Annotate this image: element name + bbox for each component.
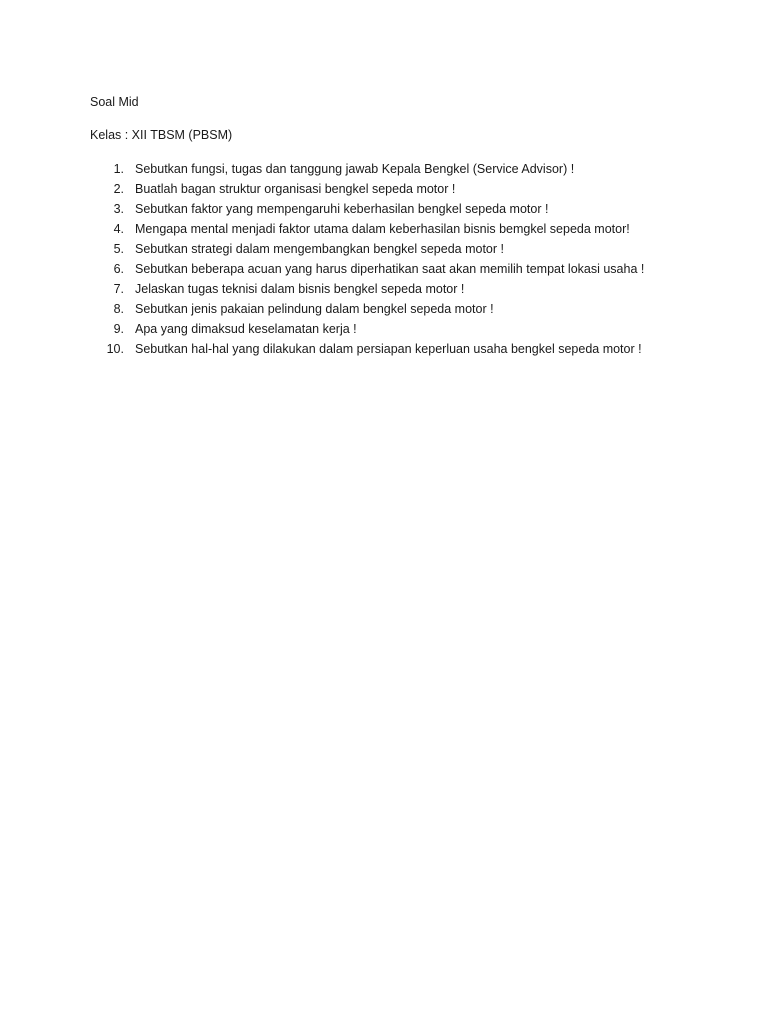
question-item <box>90 219 690 239</box>
question-text: Buatlah bagan struktur organisasi bengkel sepeda motor ! <box>135 182 456 196</box>
question-text: Sebutkan fungsi, tugas dan tanggung jawab Kepala Bengkel (Service Advisor) ! <box>135 162 575 176</box>
question-number: 9. <box>113 322 124 336</box>
document-body <box>90 93 690 359</box>
question-text: Sebutkan jenis pakaian pelindung dalam bengkel sepeda motor ! <box>135 302 494 316</box>
question-item <box>90 179 690 199</box>
question-text: Sebutkan beberapa acuan yang harus diperhatikan saat akan memilih tempat lokasi usaha ! <box>135 262 645 276</box>
question-text: Mengapa mental menjadi faktor utama dalam keberhasilan bisnis bemgkel sepeda motor! <box>135 222 630 236</box>
question-item <box>90 279 690 299</box>
question-item <box>90 259 690 279</box>
class-line: Kelas : XII TBSM (PBSM) <box>90 128 233 142</box>
question-item <box>90 319 690 339</box>
question-number: 1. <box>113 162 124 176</box>
question-text: Sebutkan strategi dalam mengembangkan bengkel sepeda motor ! <box>135 242 504 256</box>
question-text: Apa yang dimaksud keselamatan kerja ! <box>135 322 357 336</box>
question-number: 10. <box>106 342 124 356</box>
question-number: 2. <box>113 182 124 196</box>
question-text: Sebutkan hal-hal yang dilakukan dalam persiapan keperluan usaha bengkel sepeda motor ! <box>135 342 642 356</box>
question-number: 5. <box>113 242 124 256</box>
question-number: 3. <box>113 202 124 216</box>
question-list <box>90 159 690 359</box>
question-item <box>90 159 690 179</box>
question-text: Sebutkan faktor yang mempengaruhi keberhasilan bengkel sepeda motor ! <box>135 202 549 216</box>
question-number: 4. <box>113 222 124 236</box>
question-item <box>90 299 690 319</box>
question-number: 7. <box>113 282 124 296</box>
question-text: Jelaskan tugas teknisi dalam bisnis bengkel sepeda motor ! <box>135 282 465 296</box>
question-item <box>90 239 690 259</box>
document-title: Soal Mid <box>90 95 139 109</box>
question-number: 8. <box>113 302 124 316</box>
question-item <box>90 199 690 219</box>
question-number: 6. <box>113 262 124 276</box>
question-item <box>90 339 690 359</box>
